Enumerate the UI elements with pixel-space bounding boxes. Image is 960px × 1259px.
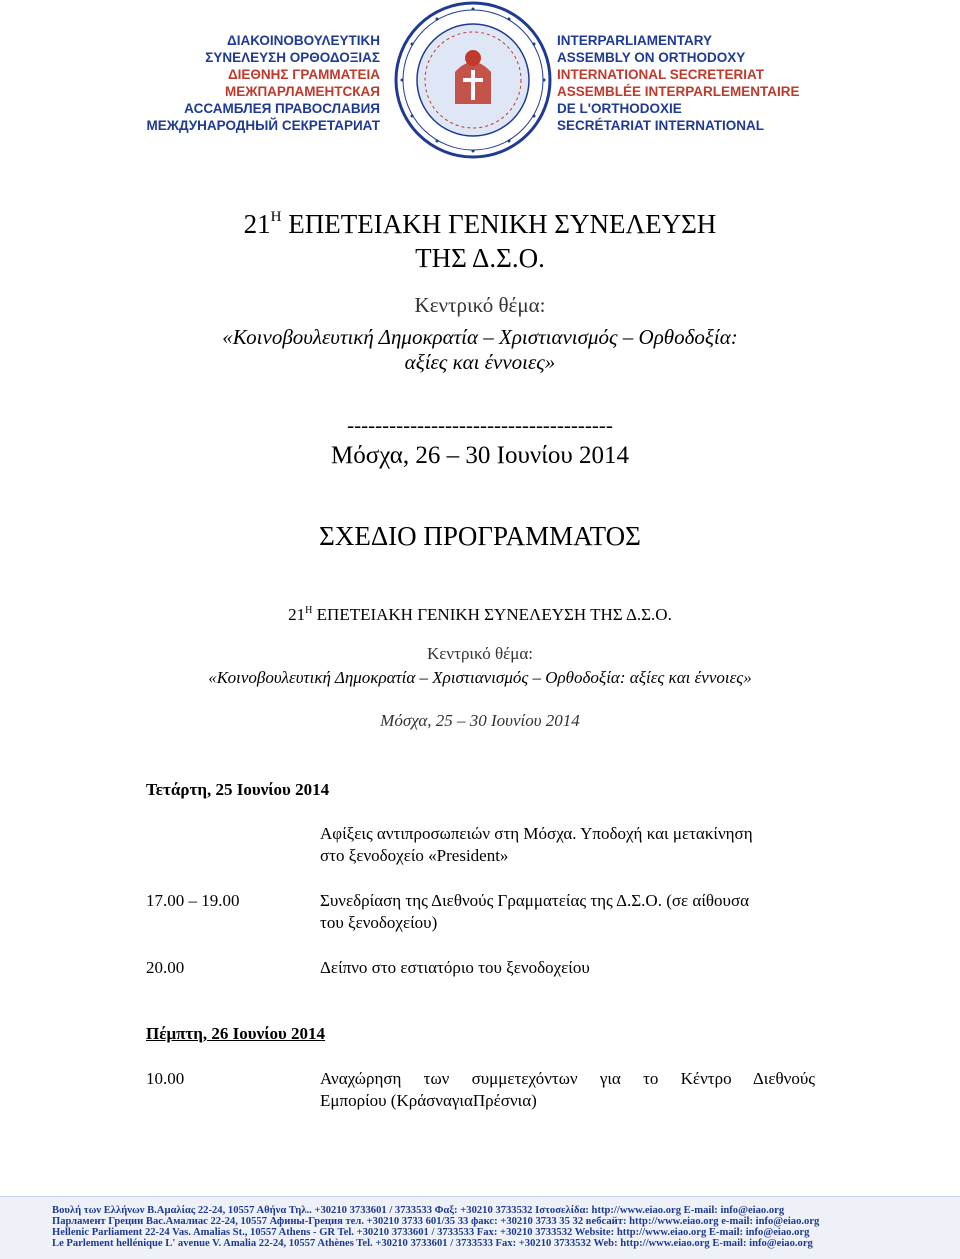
letterhead-right-line: ASSEMBLY ON ORTHODOXY	[557, 50, 746, 65]
subtitle-number: 21	[288, 605, 306, 624]
footer-address-french: Le Parlement hellénique L' avenue V. Amalia 22-24, 10557 Athènes Tel. +30210 3733601 / 3733533 Fax: +30210 3733532 Web: http://www.eiao.org E-mail: info@eiao.org	[52, 1238, 813, 1249]
schedule-theme: «Κοινοβουλευτική Δημοκρατία – Χριστιανισμός – Ορθοδοξία: αξίες και έννοιες»	[208, 668, 752, 687]
event-description-line: στο ξενοδοχείο «President»	[320, 846, 509, 865]
title-ordinal: Η	[270, 209, 282, 225]
schedule-subtitle	[0, 600, 960, 626]
event-description-line: Συνεδρίαση της Διεθνούς Γραμματείας της Δ.Σ.Ο. (σε αίθουσα	[320, 891, 750, 910]
event-time: 20.00	[146, 958, 185, 977]
footer-address-russian: Парламент Греции Вас.Амалиас 22-24, 10557 Афины-Греция тел. +30210 3733 601/35 33 факс: +30210 3733 35 32 вебсайт: http://www.eiao.org e-mail: info@eiao.org	[52, 1216, 820, 1227]
document-title	[0, 200, 960, 275]
letterhead-left-line: МЕЖДУНАРОДНЫЙ СЕКРЕТАРИАТ	[146, 118, 380, 133]
letterhead-left-line: ΔΙΕΘΝΗΣ ΓΡΑΜΜΑΤΕΙΑ	[227, 67, 380, 82]
assembly-seal-logo	[393, 0, 553, 160]
letterhead-footer	[0, 1196, 960, 1259]
subtitle-rest: ΕΠΕΤΕΙΑΚΗ ΓΕΝΙΚΗ ΣΥΝΕΛΕΥΣΗ ΤΗΣ Δ.Σ.Ο.	[312, 605, 672, 624]
schedule-date: Μόσχα, 25 – 30 Ιουνίου 2014	[380, 711, 580, 730]
event-time: 17.00 – 19.00	[146, 891, 240, 910]
letterhead-left-text	[147, 32, 381, 134]
event-description-line: Δείπνο στο εστιατόριο του ξενοδοχείου	[320, 958, 590, 977]
day-heading-wednesday: Τετάρτη, 25 Ιουνίου 2014	[146, 780, 330, 799]
title-rest: ΕΠΕΤΕΙΑΚΗ ΓΕΝΙΚΗ ΣΥΝΕΛΕΥΣΗ	[281, 209, 717, 239]
schedule-heading: ΣΧΕΔΙΟ ΠΡΟΓΡΑΜΜΑΤΟΣ	[319, 521, 641, 551]
letterhead-left-line: АССАМБЛЕЯ ПРАВОСЛАВИЯ	[184, 101, 380, 116]
letterhead-left-line: ΔΙΑΚΟΙΝΟΒΟΥΛΕΥΤΙΚΗ	[227, 33, 380, 48]
letterhead-right-line: INTERNATIONAL SECRETERIAT	[557, 67, 765, 82]
event-description	[320, 957, 815, 979]
theme-label: Κεντρικό θέμα:	[414, 293, 546, 317]
event-description-line: Εμπορίου (ΚράσναγιαΠρέσνια)	[320, 1091, 537, 1110]
event-description	[320, 1068, 815, 1112]
document-title-line-1	[0, 200, 960, 241]
footer-address-greek: Βουλή των Ελλήνων Β.Αμαλίας 22-24, 10557 Αθήνα Τηλ.. +30210 3733601 / 3733533 Φαξ: +30210 3733532 Ιστοσελίδα: http://www.eiao.org E-mail: info@eiao.org	[52, 1205, 785, 1216]
letterhead-right-line: ASSEMBLÉE INTERPARLEMENTAIRE	[557, 84, 800, 99]
event-description	[320, 890, 815, 934]
schedule-theme-label: Κεντρικό θέμα:	[427, 644, 533, 663]
footer-address-english: Hellenic Parliament 22-24 Vas. Amalias St., 10557 Athens - GR Tel. +30210 3733601 / 3733533 Fax: +30210 3733532 Website: http://www.eiao.org E-mail: info@eiao.org	[52, 1227, 810, 1238]
letterhead	[0, 0, 960, 165]
subtitle-ordinal: Η	[305, 605, 313, 616]
letterhead-right-line: DE L'ORTHODOXIE	[557, 101, 682, 116]
letterhead-left-line: ΣΥΝΕΛΕΥΣΗ ΟΡΘΟΔΟΞΙΑΣ	[205, 50, 380, 65]
title-number: 21	[243, 209, 271, 239]
day-heading-thursday: Πέμπτη, 26 Ιουνίου 2014	[146, 1024, 326, 1043]
theme-text	[0, 325, 960, 375]
event-description-line: Αφίξεις αντιπροσωπειών στη Μόσχα. Υποδοχή και μετακίνηση	[320, 824, 753, 843]
event-time: 10.00	[146, 1069, 185, 1088]
separator-line: --------------------------------------	[347, 413, 613, 437]
theme-line-1: «Κοινοβουλευτική Δημοκρατία – Χριστιανισμός – Ορθοδοξία:	[222, 325, 738, 349]
letterhead-left-line: МЕЖПАРЛАМЕНТСКАЯ	[225, 84, 380, 99]
letterhead-right-line: SECRÉTARIAT INTERNATIONAL	[557, 118, 764, 133]
event-date-location: Μόσχα, 26 – 30 Ιουνίου 2014	[331, 442, 629, 469]
event-description	[320, 823, 815, 867]
theme-line-2: αξίες και έννοιες»	[404, 350, 556, 374]
letterhead-right-text	[557, 32, 800, 134]
event-description-line: Αναχώρηση των συμμετεχόντων για το Κέντρο Διεθνούς	[320, 1069, 815, 1088]
letterhead-right-line: INTERPARLIAMENTARY	[557, 33, 712, 48]
document-title-line-2: ΤΗΣ Δ.Σ.Ο.	[415, 243, 545, 273]
event-description-line: του ξενοδοχείου)	[320, 913, 438, 932]
